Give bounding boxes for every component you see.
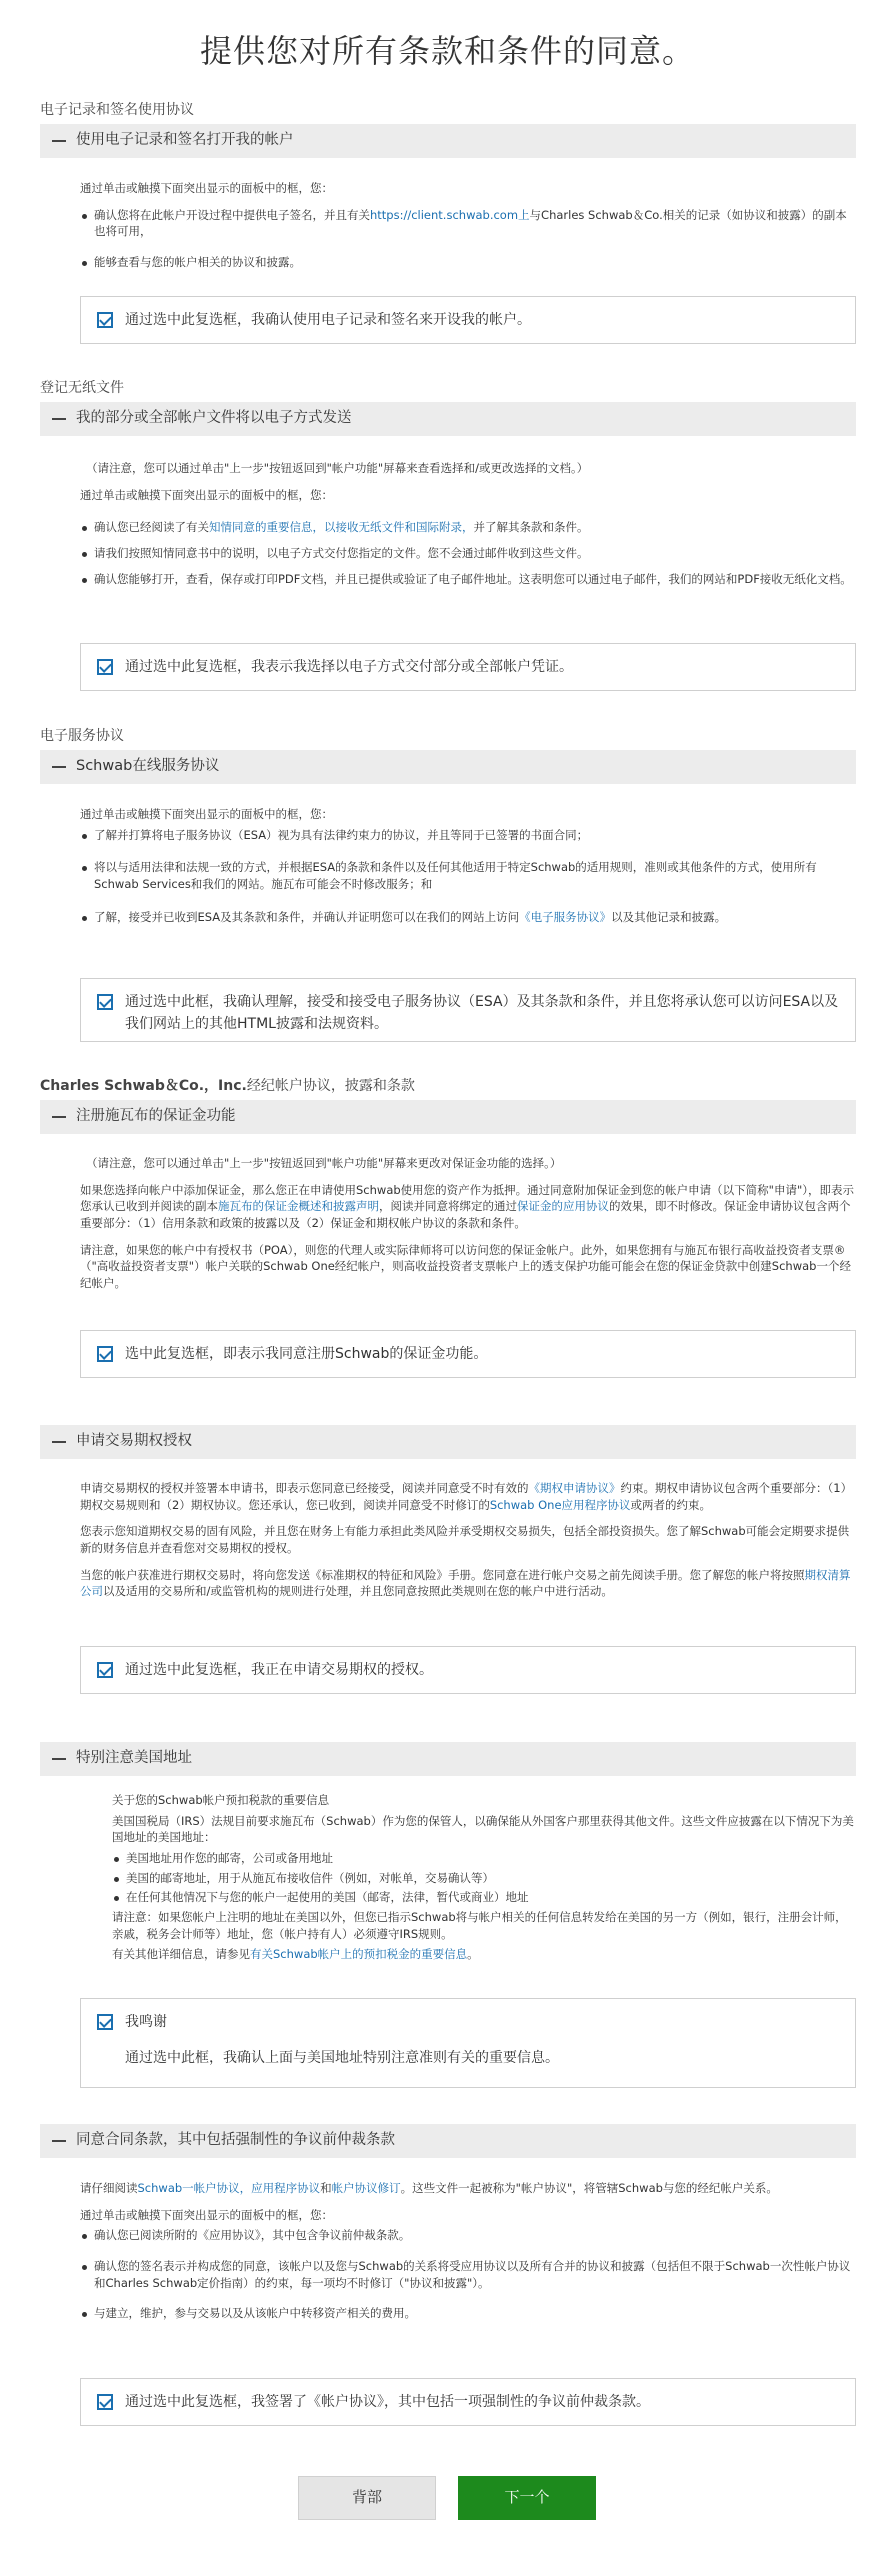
section-body-e-records <box>80 180 856 280</box>
checkbox-panel-paperless[interactable] <box>80 643 856 691</box>
checkbox-label: 通过选中此复选框，我签署了《帐户协议》，其中包括一项强制性的争议前仲裁条款。 <box>125 2394 650 2410</box>
section-body-margin <box>80 1155 856 1302</box>
margin-agreement-link[interactable]: 保证金的应用协议 <box>517 1199 609 1214</box>
collapse-icon <box>52 1441 66 1443</box>
margin-disclosure-link[interactable]: 施瓦布的保证金概述和披露声明 <box>218 1199 379 1214</box>
checkbox-checked-icon[interactable] <box>97 2014 113 2030</box>
list-item: 美国地址用作您的邮寄，公司或备用地址 <box>112 1850 856 1867</box>
checkbox-checked-icon[interactable] <box>97 2394 113 2410</box>
checkbox-label: 通过选中此复选框，我表示我选择以电子方式交付部分或全部帐户凭证。 <box>125 659 573 675</box>
checkbox-panel-arbitration[interactable] <box>80 2378 856 2426</box>
collapse-icon <box>52 766 66 768</box>
acknowledge-row <box>97 2012 167 2034</box>
checkbox-panel-e-records[interactable] <box>80 296 856 344</box>
back-button[interactable]: 背部 <box>298 2476 436 2520</box>
collapse-icon <box>52 2140 66 2142</box>
list-item: 确认您能够打开，查看，保存或打印PDF文档，并且已提供或验证了电子邮件地址。这表明您可以通过电子邮件，我们的网站和PDF接收无纸化文档。 <box>80 571 856 588</box>
list-item: 了解并打算将电子服务协议（ESA）视为具有法律约束力的协议，并且等同于已签署的书面合同； <box>80 827 856 844</box>
schwab-one-agreement-link[interactable]: Schwab One应用程序协议 <box>489 1497 631 1512</box>
occ-paragraph: 当您的帐户获准进行期权交易时，将向您发送《标准期权的特征和风险》手册。您同意在进行帐户交易之前先阅读手册。您了解您的帐户将按照期权清算公司以及适用的交易所和/或监管机构的规则进行处理，并且您同意按照此类规则在您的帐户中进行活动。 <box>80 1567 851 1599</box>
list-item: 能够查看与您的帐户相关的协议和披露。 <box>80 254 856 271</box>
section-bar-title: 特别注意美国地址 <box>76 1750 192 1767</box>
informed-consent-link[interactable]: 知情同意的重要信息，以接收无纸文件和国际附录， <box>209 520 474 535</box>
section-bar-margin[interactable] <box>40 1100 856 1134</box>
list-item: 确认您的签名表示并构成您的同意，该帐户以及您与Schwab的关系将受应用协议以及所有合并的协议和披露（包括但不限于Schwab一次性帐户协议和Charles Schwab定价指南）的约束，每一项均不时修订（"协议和披露"）。 <box>80 2258 856 2291</box>
brand-name: Charles Schwab＆Co.，Inc. <box>40 1078 247 1094</box>
section-body-options <box>80 1480 856 1610</box>
checkbox-panel-margin[interactable] <box>80 1330 856 1378</box>
section-bar-title: 同意合同条款，其中包括强制性的争议前仲裁条款 <box>76 2132 395 2149</box>
section-label-paperless: 登记无纸文件 <box>40 380 124 396</box>
intro-text: 通过单击或触摸下面突出显示的面板中的框，您： <box>80 487 333 502</box>
occ-link[interactable]: 期权清算公司 <box>80 1567 851 1599</box>
page-title: 提供您对所有条款和条件的同意。 <box>199 32 695 70</box>
forwarding-paragraph: 请注意：如果您帐户上注明的地址在美国以外，但您已指示Schwab将与帐户相关的任何信息转发给在美国的另一方（例如，银行，注册会计师，亲戚，税务会计师等）地址，您（帐户持有人）必须遵守IRS规则。 <box>112 1910 847 1941</box>
withholding-info-link[interactable]: 有关Schwab帐户上的预扣税金的重要信息 <box>250 1947 468 1962</box>
tax-heading: 关于您的Schwab帐户预扣税款的重要信息 <box>112 1793 330 1807</box>
checkbox-label: 选中此复选框，即表示我同意注册Schwab的保证金功能。 <box>125 1346 488 1362</box>
checkbox-label: 通过选中此复选框，我正在申请交易期权的授权。 <box>125 1662 433 1678</box>
collapse-icon <box>52 1758 66 1760</box>
section-label-brokerage: Charles Schwab＆Co.，Inc.经纪帐户协议，披露和条款 <box>40 1078 415 1094</box>
section-body-e-services <box>80 806 856 934</box>
section-bar-arbitration[interactable] <box>40 2124 856 2158</box>
next-button[interactable]: 下一个 <box>458 2476 596 2520</box>
section-label-e-services: 电子服务协议 <box>40 728 124 744</box>
list-item: 在任何其他情况下与您的帐户一起使用的美国（邮寄，法律，暂代或商业）地址 <box>112 1889 856 1906</box>
checkbox-panel-us-address[interactable] <box>80 1998 856 2088</box>
collapse-icon <box>52 418 66 420</box>
intro-text: 通过单击或触摸下面突出显示的面板中的框，您： <box>80 807 333 821</box>
note-text: （请注意，您可以通过单击"上一步"按钮返回到"帐户功能"屏幕来更改对保证金功能的选择。） <box>86 1156 562 1170</box>
esa-link[interactable]: 《电子服务协议》 <box>519 909 612 924</box>
section-bar-options[interactable] <box>40 1425 856 1459</box>
list-item: 请我们按照知情同意书中的说明，以电子方式交付您指定的文件。您不会通过邮件收到这些文件。 <box>80 545 856 562</box>
list-item: 确认您将在此帐户开设过程中提供电子签名，并且有关https://client.schwab.com上与Charles Schwab＆Co.相关的记录（如协议和披露）的副本也将可用， <box>80 207 856 240</box>
section-body-arbitration <box>80 2180 856 2331</box>
list-item: 确认您已经阅读了有关知情同意的重要信息，以接收无纸文件和国际附录，并了解其条款和条件。 <box>80 519 856 536</box>
risk-paragraph: 您表示您知道期权交易的固有风险，并且您在财务上有能力承担此类风险并承受期权交易损失，包括全部投资损失。您了解Schwab可能会定期要求提供新的财务信息并查看您对交易期权的授权。 <box>80 1524 850 1556</box>
checkbox-checked-icon[interactable] <box>97 312 113 328</box>
checkbox-panel-options[interactable] <box>80 1646 856 1694</box>
options-paragraph: 申请交易期权的授权并签署本申请书，即表示您同意已经接受，阅读并同意受不时有效的《期权申请协议》约束。期权申请协议包含两个重要部分：（1）期权交易规则和（2）期权协议。您还承认，您已收到，阅读并同意受不时修订的Schwab One应用程序协议或两者的约束。 <box>80 1481 853 1512</box>
section-body-paperless <box>80 460 856 596</box>
collapse-icon <box>52 140 66 142</box>
poa-paragraph: 请注意，如果您的帐户中有授权书（POA），则您的代理人或实际律师将可以访问您的保证金帐户。此外，如果您拥有与施瓦布银行高收益投资者支票®（"高收益投资者支票"）帐户关联的Schwab One经纪帐户，则高收益投资者支票帐户上的透支保护功能可能会在您的保证金贷款中创建Schwab一个经纪帐户。 <box>80 1242 851 1291</box>
checkbox-checked-icon[interactable] <box>97 659 113 675</box>
margin-paragraph: 如果您选择向帐户中添加保证金，那么您正在申请使用Schwab使用您的资产作为抵押。通过同意附加保证金到您的帐户申请（以下简称"申请"），即表示您承认已收到并阅读的副本施瓦布的保证金概述和披露声明，阅读并同意将绑定的通过保证金的应用协议的效果，即不时修改。保证金申请协议包含两个重要部分：（1）信用条款和政策的披露以及（2）保证金和期权帐户协议的条款和条件。 <box>80 1182 854 1231</box>
list-item: 了解，接受并已收到ESA及其条款和条件，并确认并证明您可以在我们的网站上访问《电子服务协议》以及其他记录和披露。 <box>80 909 856 926</box>
checkbox-label: 通过选中此框，我确认上面与美国地址特别注意准则有关的重要信息。 <box>125 2049 559 2066</box>
irs-paragraph: 美国国税局（IRS）法规目前要求施瓦布（Schwab）作为您的保管人，以确保能从外国客户那里获得其他文件。这些文件应披露在以下情况下为美国地址的美国地址： <box>112 1813 854 1845</box>
section-bar-title: 申请交易期权授权 <box>76 1433 192 1450</box>
checkbox-checked-icon[interactable] <box>97 1662 113 1678</box>
section-bar-title: 使用电子记录和签名打开我的帐户 <box>76 132 294 149</box>
section-bar-e-records[interactable] <box>40 124 856 158</box>
section-bar-title: 注册施瓦布的保证金功能 <box>76 1108 236 1125</box>
checkbox-label: 通过选中此框，我确认理解，接受和接受电子服务协议（ESA）及其条款和条件，并且您将承认您可以访问ESA以及我们网站上的其他HTML披露和法规资料。 <box>125 994 839 1032</box>
list-item: 与建立，维护，参与交易以及从该帐户中转移资产相关的费用。 <box>80 2305 856 2322</box>
intro-text: 通过单击或触摸下面突出显示的面板中的框，您： <box>80 181 333 195</box>
list-item: 确认您已阅读所附的《应用协议》，其中包含争议前仲裁条款。 <box>80 2227 856 2244</box>
list-item: 将以与适用法律和法规一致的方式，并根据ESA的条款和条件以及任何其他适用于特定Schwab的适用规则，准则或其他条件的方式，使用所有Schwab Services和我们的网站。施瓦布可能会不时修改服务；和 <box>80 859 856 892</box>
details-paragraph: 有关其他详细信息，请参见有关Schwab帐户上的预扣税金的重要信息。 <box>112 1947 479 1962</box>
options-agreement-link[interactable]: 《期权申请协议》 <box>528 1481 621 1495</box>
account-agreement-link[interactable]: Schwab一帐户协议，应用程序协议 <box>137 2181 321 2195</box>
account-agreement-paragraph: 请仔细阅读Schwab一帐户协议，应用程序协议和帐户协议修订。这些文件一起被称为"帐户协议"，将管辖Schwab与您的经纪帐户关系。 <box>80 2181 778 2195</box>
list-item: 美国的邮寄地址，用于从施瓦布接收信件（例如，对帐单，交易确认等） <box>112 1870 856 1887</box>
acknowledge-title: 我鸣谢 <box>125 2014 167 2030</box>
checkbox-panel-e-services[interactable] <box>80 978 856 1042</box>
agreement-amendment-link[interactable]: 帐户协议修订 <box>331 2181 401 2195</box>
intro-text: 通过单击或触摸下面突出显示的面板中的框，您： <box>80 2207 333 2222</box>
checkbox-label: 通过选中此复选框，我确认使用电子记录和签名来开设我的帐户。 <box>125 312 531 328</box>
section-bar-paperless[interactable] <box>40 402 856 436</box>
checkbox-checked-icon[interactable] <box>97 994 113 1010</box>
collapse-icon <box>52 1116 66 1118</box>
checkbox-checked-icon[interactable] <box>97 1346 113 1362</box>
section-bar-title: Schwab在线服务协议 <box>76 758 220 775</box>
section-bar-e-services[interactable] <box>40 750 856 784</box>
section-bar-us-address[interactable] <box>40 1742 856 1776</box>
note-text: （请注意，您可以通过单击"上一步"按钮返回到"帐户功能"屏幕来查看选择和/或更改选择的文档。） <box>86 461 589 475</box>
client-site-link[interactable]: https://client.schwab.com上 <box>370 207 530 222</box>
section-bar-title: 我的部分或全部帐户文件将以电子方式发送 <box>76 410 352 427</box>
section-label-e-records: 电子记录和签名使用协议 <box>40 102 194 118</box>
section-body-us-address <box>112 1792 856 1973</box>
